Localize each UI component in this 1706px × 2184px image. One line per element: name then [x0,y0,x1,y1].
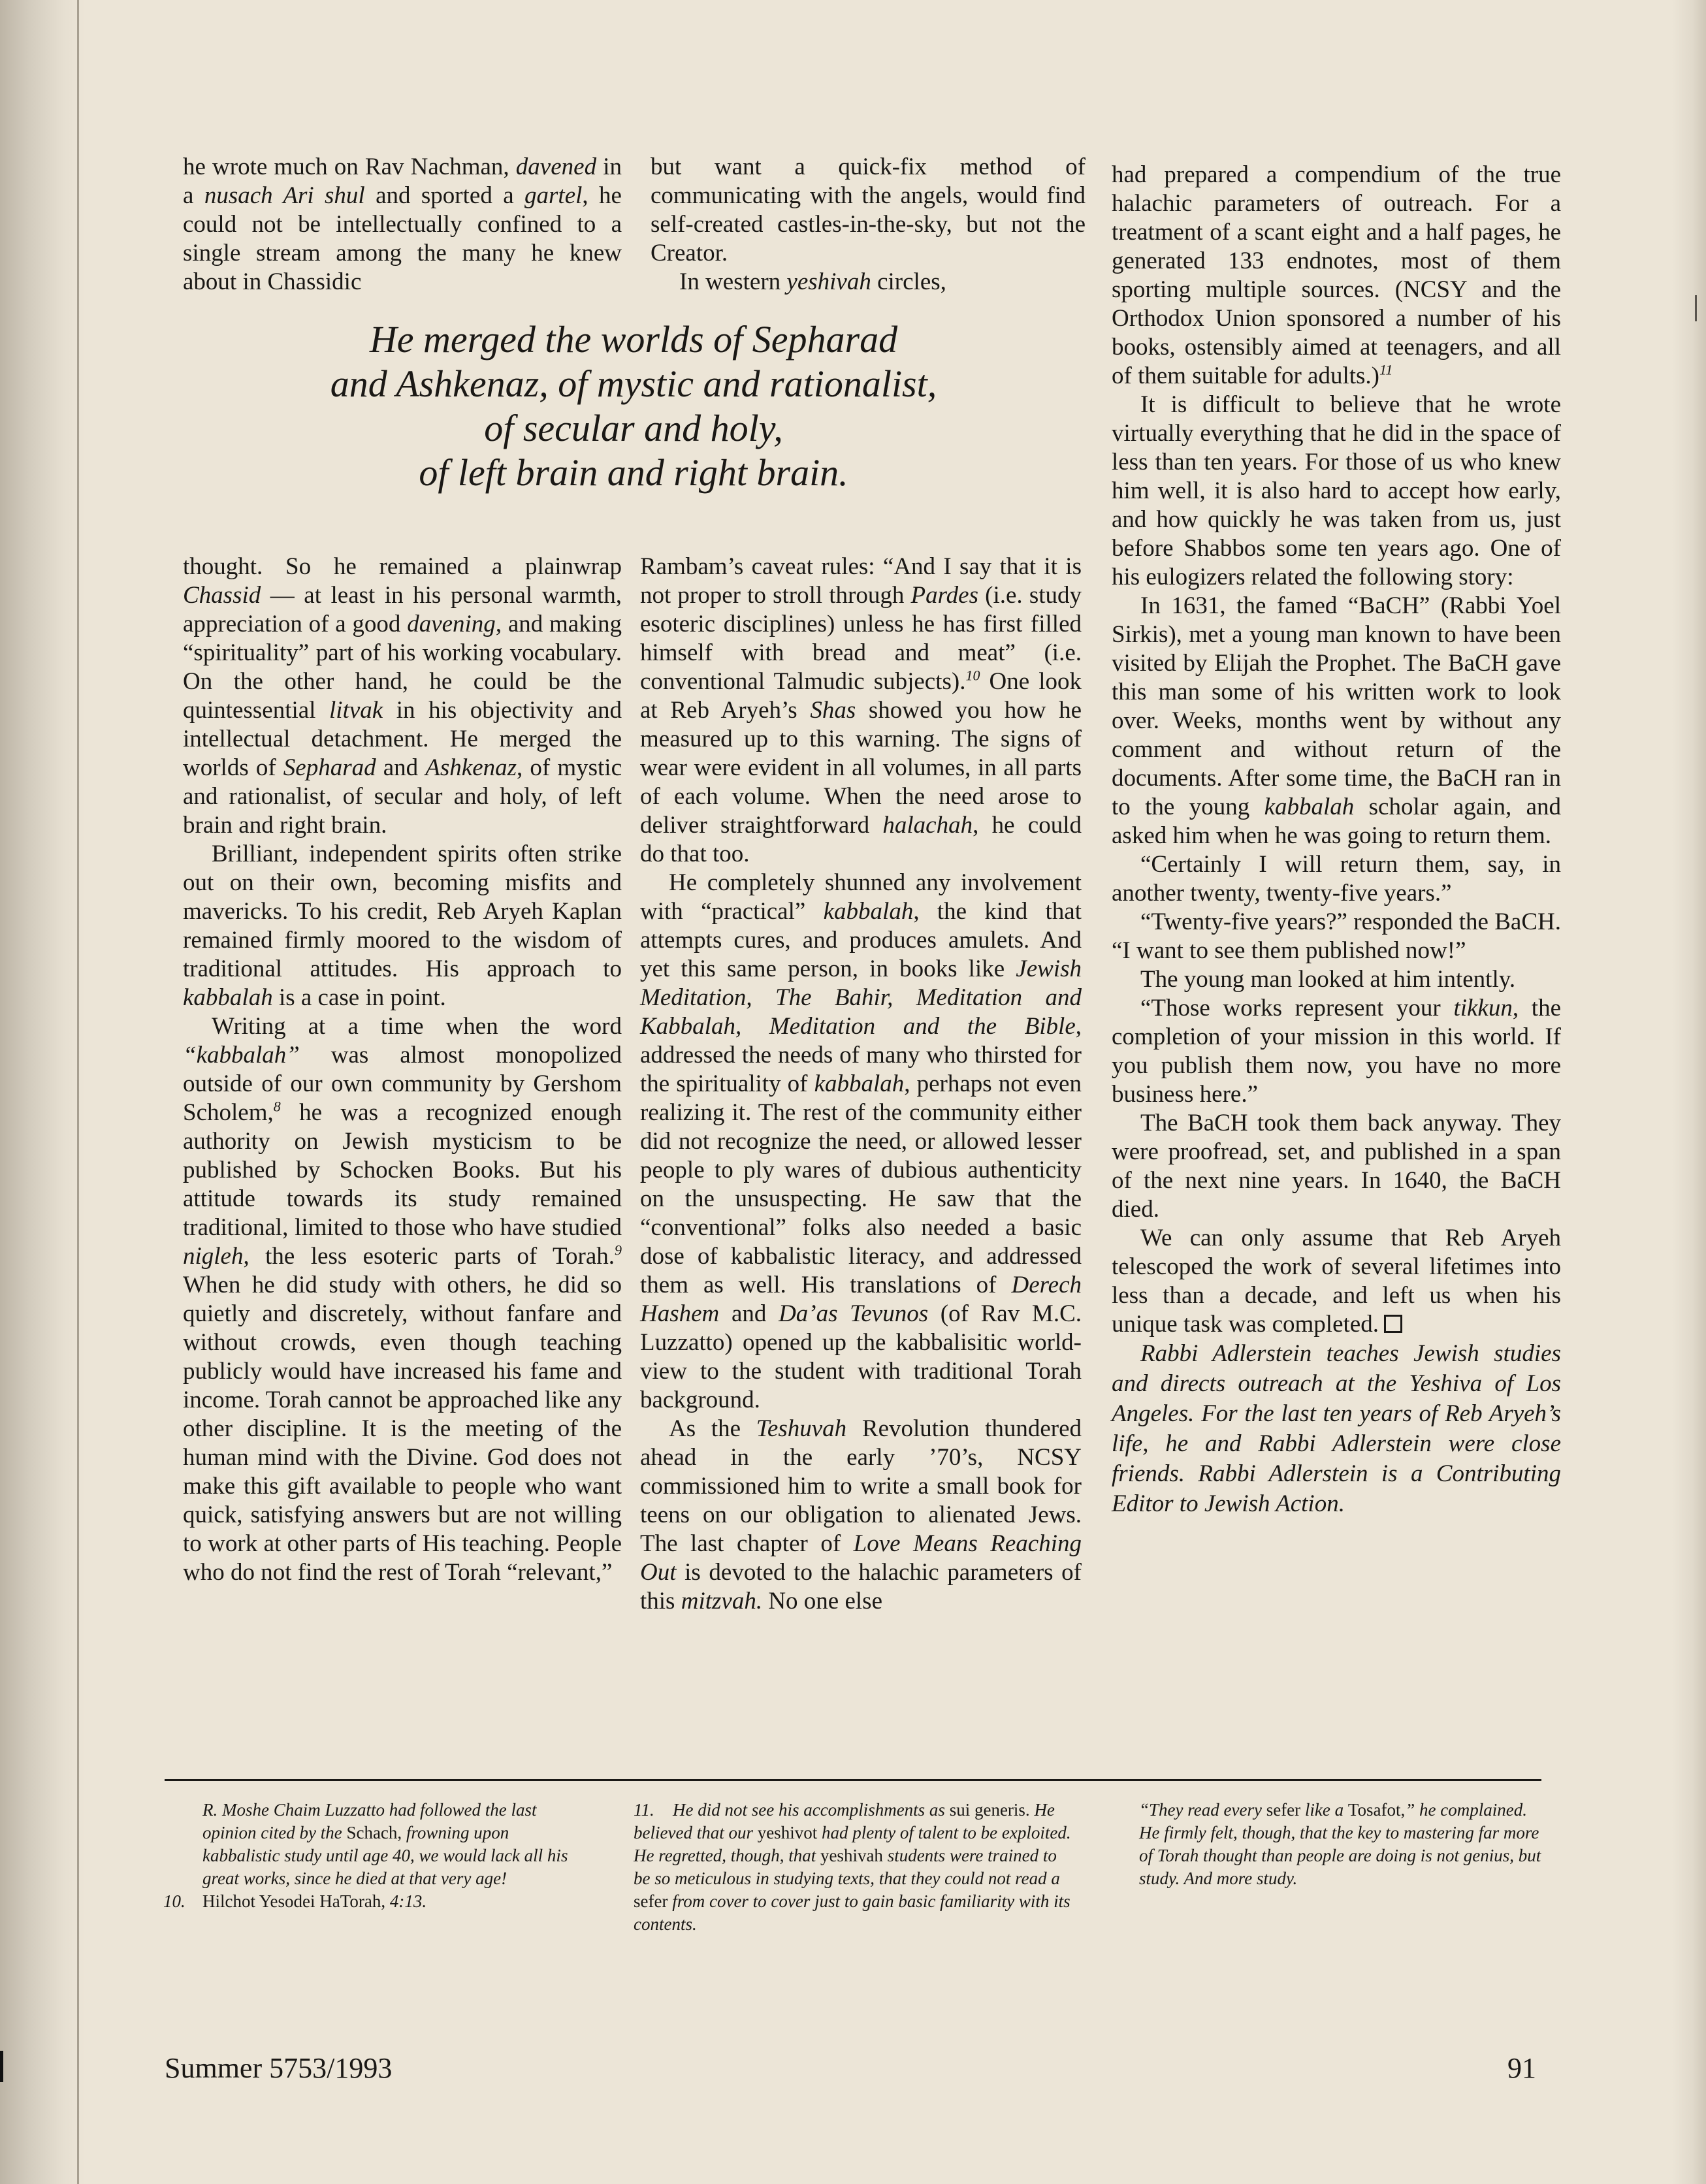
footnote-ref: 10 [965,667,980,684]
column-1-bottom [183,553,622,1587]
paragraph: “Those works represent your tikkun, the completion of your mission in this world. If you publish them now, you have no more business here.” [1112,995,1561,1108]
pull-quote [176,317,1091,495]
paragraph: In western yeshivah circles, [679,268,946,295]
author-bio: Rabbi Adlerstein teaches Jewish studies and directs outreach at the Yeshiva of Los Angeles. For the last ten years of Reb Aryeh’s life, he and Rabbi Adlerstein were close friends. Rabbi Adlerstein is a Contributing Editor to Jewish Action. [1112,1340,1561,1517]
footnote-ref: 9 [615,1242,622,1259]
paragraph: “Certainly I will return them, say, in another twenty, twenty-five years.” [1112,851,1561,907]
paragraph: The BaCH took them back anyway. They were proofread, set, and published in a span of the next nine years. In 1640, the BaCH died. [1112,1110,1561,1223]
footnote: 11. He did not see his accomplishments as sui generis. He believed that our yeshivot had plenty of talent to be exploited. He regretted, though, that yeshivah students were trained to be so meticulous in studying texts, that they could not read a sefer from cover to cover just to gain basic familiarity with its contents. [634,1800,1071,1934]
paragraph: He completely shunned any involvement with “practical” kabbalah, the kind that attempts cures, and produces amulets. And yet this same person, in books like Jewish Meditation, The Bahir, Meditation and Kabbalah, Meditation and the Bible, addressed the needs of many who thirsted for the spirituality of kabbalah, perhaps not even realizing it. The rest of the community either did not recognize the need, or allowed lesser people to ply wares of dubious authenticity on the unsuspecting. He saw that the “conventional” folks also needed a basic dose of kabbalistic literacy, and addressed them as well. His translations of Derech Hashem and Da’as Tevunos (of Rav M.C. Luzzatto) opened up the kabbalisitic world-view to the student with traditional Torah background. [640,869,1082,1413]
paragraph: The young man looked at him intently. [1140,966,1516,993]
paragraph: he wrote much on Rav Nachman, davened in a nusach Ari shul and sported a gartel, he could not be intellectually confined to a single stream among the many he knew about in Chassidic [183,153,622,295]
pull-quote-line: of left brain and right brain. [419,451,848,494]
footnote-column-2 [634,1799,1078,1936]
column-3 [1112,161,1561,1519]
footnote-column-3 [1139,1799,1544,1890]
pull-quote-line: He merged the worlds of Sepharad [369,318,898,361]
pull-quote-line: of secular and holy, [484,407,783,449]
footnote-divider [165,1779,1541,1781]
paragraph: Brilliant, independent spirits often strike out on their own, becoming misfits and mavericks. To his credit, Reb Aryeh Kaplan remained firmly moored to the wisdom of traditional attitudes. His approach to kabbalah is a case in point. [183,841,622,1011]
footnote-ref: 11 [1379,361,1393,378]
end-mark-icon [1384,1315,1402,1333]
paragraph: Writing at a time when the word “kabbalah” was almost monopolized outside of our own community by Gershom Scholem,$^8$ he was a recognized enough authority on Jewish mysticism to be published by Schocken Books. But his attitude towards its study remained traditional, limited to those who have studied nigleh, the less esoteric parts of Torah.$^9$ When he did study with others, he did so quietly and discretely, without fanfare and without crowds, even though teaching publicly would have increased his fame and income. Torah cannot be approached like any other discipline. It is the meeting of the human mind with the Divine. God does not make this gift available to people who want quick, satisfying answers but are not willing to work at other parts of His teaching. People who do not find the rest of Torah “relevant,” [183,1013,622,1586]
footnote: R. Moshe Chaim Luzzatto had followed the last opinion cited by the Schach, frowning upon kabbalistic study until age 40, we would lack all his great works, since he died at that very age! [202,1800,568,1888]
page-number: 91 [1507,2052,1536,2084]
binding-line [77,0,79,2184]
paragraph: It is difficult to believe that he wrote virtually everything that he did in the space of less than ten years. For those of us who knew him well, it is also hard to accept how early, and how quickly he was taken from us, just before Shabbos some ten years ago. One of his eulogizers related the following story: [1112,391,1561,590]
paragraph: We can only assume that Reb Aryeh telescoped the work of several lifetimes into less than a decade, and left us when his unique task was completed. [1112,1225,1561,1338]
paragraph: thought. So he remained a plainwrap Chassid — at least in his personal warmth, appreciation of a good davening, and making “spirituality” part of his working vocabulary. On the other hand, he could be the quintessential litvak in his objectivity and intellectual detachment. He merged the worlds of Sepharad and Ashkenaz, of mystic and rationalist, of secular and holy, of left brain and right brain. [183,553,622,839]
paragraph: As the Teshuvah Revolution thundered ahead in the early ’70’s, NCSY commissioned him to write a small book for teens on our obligation to alienated Jews. The last chapter of Love Means Reaching Out is devoted to the halachic parameters of this mitzvah. No one else [640,1415,1082,1614]
issue-label: Summer 5753/1993 [165,2052,393,2084]
paragraph: “Twenty-five years?” responded the BaCH. “I want to see them published now!” [1112,908,1561,964]
paragraph: In 1631, the famed “BaCH” (Rabbi Yoel Sirkis), met a young man known to have been visited by Elijah the Prophet. The BaCH gave this man some of his written work to look over. Weeks, months went by without any comment and without return of the documents. After some time, the BaCH ran in to the young kabbalah scholar again, and asked him when he was going to return them. [1112,592,1561,849]
column-1-top [183,153,622,297]
binding-gutter [0,0,85,2184]
column-2-bottom [640,553,1082,1616]
paragraph: Rambam’s caveat rules: “And I say that it is not proper to stroll through Pardes (i.e. study esoteric disciplines) unless he has first filled himself with bread and meat” (i.e. conventional Talmudic subjects).$^{10}$ One look at Reb Aryeh’s Shas showed you how he measured up to this warning. The signs of wear were evident in all volumes, in all parts of each volume. When the need arose to deliver straightforward halachah, he could do that too. [640,553,1082,867]
edge-mark [1695,295,1697,321]
margin-mark [0,2051,3,2082]
column-2-top [651,153,1086,297]
paragraph: had prepared a compendium of the true halachic parameters of outreach. For a treatment of a scant eight and a half pages, he generated 133 endnotes, most of them sporting multiple sources. (NCSY and the Orthodox Union sponsored a number of his books, ostensibly aimed at teenagers, and all of them suitable for adults.)$^{11}$ [1112,161,1561,389]
pull-quote-line: and Ashkenaz, of mystic and rationalist, [330,362,937,405]
footnote: 10. Hilchot Yesodei HaTorah, 4:13. [163,1891,427,1911]
footnote-column-1 [163,1799,581,1913]
footnote: “They read every sefer like a Tosafot,” he complained. He firmly felt, though, that the key to mastering far more of Torah thought than people are doing is not genius, but study. And more study. [1139,1800,1541,1888]
footnote-ref: 8 [273,1098,281,1115]
paragraph: but want a quick-fix method of communicating with the angels, would find self-created castles-in-the-sky, but not the Creator. [651,153,1086,266]
page-edge [1672,0,1706,2184]
